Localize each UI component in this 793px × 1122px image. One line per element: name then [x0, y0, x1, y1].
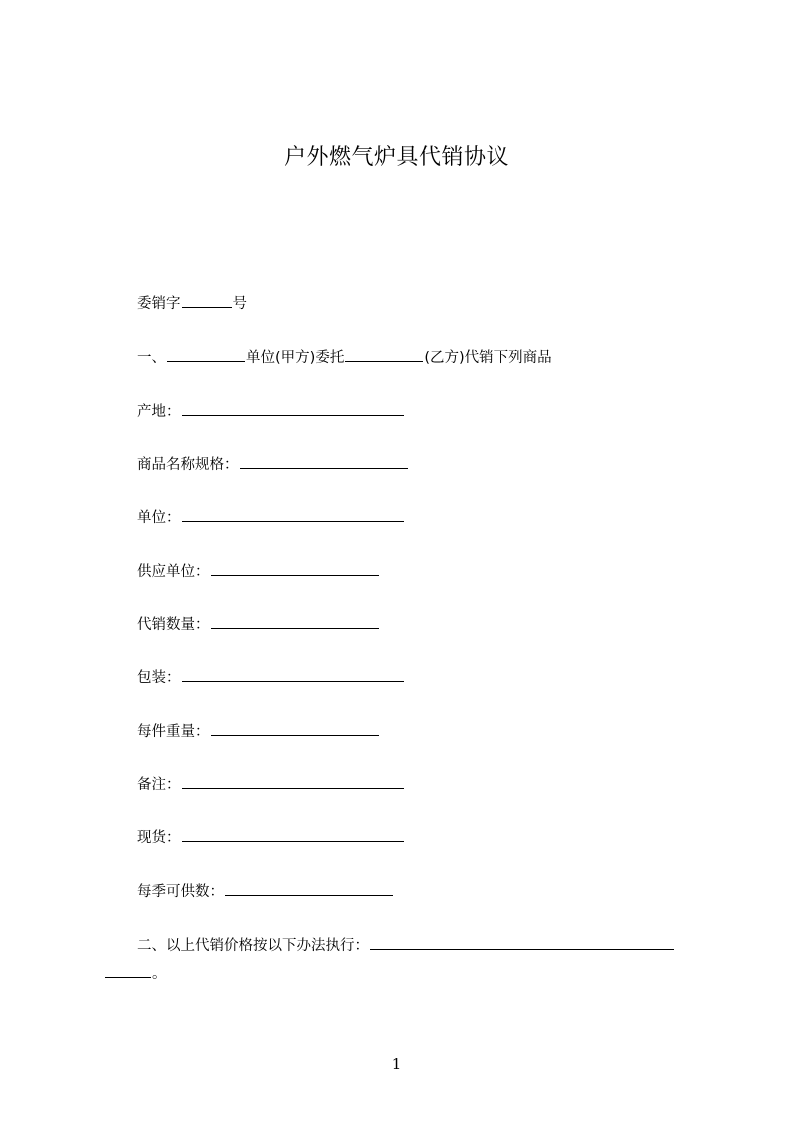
consignment-qty-label: 代销数量： — [137, 617, 210, 633]
seasonal-supply-blank[interactable] — [225, 881, 393, 896]
remarks-line — [137, 773, 405, 794]
spot-goods-label: 现货： — [137, 830, 181, 846]
clause-one-suffix: (乙方)代销下列商品 — [424, 350, 552, 366]
origin-line — [137, 400, 405, 421]
clause-two-end: 。 — [152, 966, 167, 982]
origin-label: 产地： — [137, 404, 181, 420]
consignment-qty-line — [137, 613, 380, 634]
clause-two-continuation-blank[interactable] — [105, 963, 151, 978]
packaging-label: 包装： — [137, 670, 181, 686]
remarks-blank[interactable] — [182, 774, 404, 789]
clause-two-blank[interactable] — [370, 935, 674, 950]
unit-label: 单位： — [137, 510, 181, 526]
weight-per-piece-blank[interactable] — [211, 721, 379, 736]
clause-one-prefix: 一、 — [137, 350, 166, 366]
clause-one-mid: 单位(甲方)委托 — [246, 350, 345, 366]
page-number: 1 — [391, 1055, 402, 1073]
consignment-qty-blank[interactable] — [211, 614, 379, 629]
origin-blank[interactable] — [182, 401, 404, 416]
supplier-unit-blank[interactable] — [211, 561, 379, 576]
packaging-blank[interactable] — [182, 667, 404, 682]
clause-one-line — [137, 346, 552, 367]
supplier-unit-line — [137, 560, 380, 581]
seasonal-supply-line — [137, 880, 394, 901]
packaging-line — [137, 666, 405, 687]
unit-line — [137, 506, 405, 527]
contract-number-line — [137, 292, 247, 313]
contract-number-suffix: 号 — [232, 296, 247, 312]
weight-per-piece-line — [137, 720, 380, 741]
contract-number-blank[interactable] — [182, 293, 232, 308]
seasonal-supply-label: 每季可供数： — [137, 884, 224, 900]
spot-goods-blank[interactable] — [182, 827, 404, 842]
contract-number-prefix: 委销字 — [137, 296, 181, 312]
weight-per-piece-label: 每件重量： — [137, 724, 210, 740]
remarks-label: 备注： — [137, 777, 181, 793]
supplier-unit-label: 供应单位： — [137, 564, 210, 580]
clause-two-line — [137, 934, 675, 955]
spot-goods-line — [137, 826, 405, 847]
party-a-blank[interactable] — [167, 347, 245, 362]
clause-two-text: 二、以上代销价格按以下办法执行： — [137, 938, 369, 954]
clause-two-continuation — [104, 962, 167, 983]
product-name-spec-label: 商品名称规格： — [137, 457, 239, 473]
unit-blank[interactable] — [182, 507, 404, 522]
product-name-spec-blank[interactable] — [240, 454, 408, 469]
party-b-blank[interactable] — [345, 347, 423, 362]
document-title: 户外燃气炉具代销协议 — [283, 145, 509, 170]
product-name-spec-line — [137, 453, 409, 474]
